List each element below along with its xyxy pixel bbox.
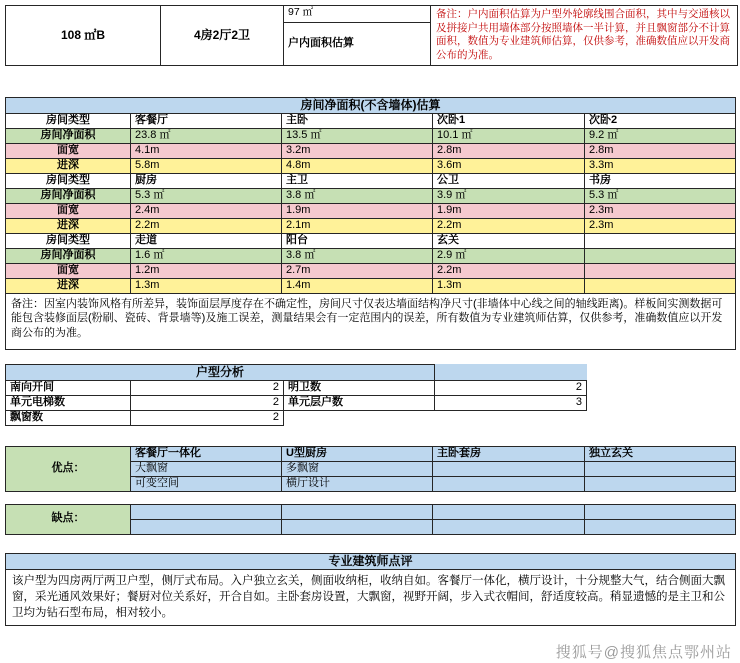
room-width-cell: 4.1m xyxy=(131,143,282,158)
room-width-cell xyxy=(585,263,736,278)
row-label-depth: 进深 xyxy=(6,158,131,173)
pros-item: 客餐厅一体化 xyxy=(131,446,282,461)
row-label-width: 面宽 xyxy=(6,203,131,218)
pros-label: 优点： xyxy=(6,446,131,491)
room-width-cell: 1.9m xyxy=(433,203,585,218)
unit-area-cell: 108 ㎡B xyxy=(6,6,161,66)
room-area-cell: 5.3 ㎡ xyxy=(131,188,282,203)
room-type-cell: 公卫 xyxy=(433,173,585,188)
row-label-depth: 进深 xyxy=(6,218,131,233)
architect-review-table xyxy=(5,553,736,626)
room-area-cell: 13.5 ㎡ xyxy=(282,128,433,143)
cons-label: 缺点： xyxy=(6,504,131,534)
inner-area-value-cell: 97 ㎡ xyxy=(284,6,431,23)
pros-item: U型厨房 xyxy=(282,446,433,461)
room-area-cell: 2.9 ㎡ xyxy=(433,248,585,263)
pros-item: 可变空间 xyxy=(131,476,282,491)
cons-cell xyxy=(433,504,585,519)
analysis-label: 单元电梯数 xyxy=(6,395,131,410)
cons-cell xyxy=(585,504,736,519)
room-area-cell: 3.8 ㎡ xyxy=(282,188,433,203)
unit-layout-cell: 4房2厅2卫 xyxy=(161,6,284,66)
room-width-cell: 1.9m xyxy=(282,203,433,218)
cons-cell xyxy=(282,504,433,519)
room-width-cell: 2.8m xyxy=(433,143,585,158)
room-width-cell: 1.2m xyxy=(131,263,282,278)
pros-item: 横厅设计 xyxy=(282,476,433,491)
room-width-cell: 2.2m xyxy=(433,263,585,278)
pros-item xyxy=(433,476,585,491)
row-label-area: 房间净面积 xyxy=(6,248,131,263)
layout-analysis-table xyxy=(5,364,587,426)
row-label-type: 房间类型 xyxy=(6,173,131,188)
room-type-cell: 走道 xyxy=(131,233,282,248)
top-note-cell: 备注：户内面积估算为户型外轮廓线围合面积，其中与交通核以及拼接户共用墙体部分按照墙体一半计算，并且飘窗部分不计算面积，数值为专业建筑师估算，仅供参考，准确数值应以开发商公布的为准。 xyxy=(431,6,738,66)
spacer-cell xyxy=(284,410,435,425)
room-area-cell: 5.3 ㎡ xyxy=(585,188,736,203)
pros-item: 独立玄关 xyxy=(585,446,736,461)
room-type-cell: 书房 xyxy=(585,173,736,188)
room-width-cell: 2.8m xyxy=(585,143,736,158)
row-label-area: 房间净面积 xyxy=(6,188,131,203)
pros-item xyxy=(585,476,736,491)
room-depth-cell: 1.4m xyxy=(282,278,433,293)
cons-cell xyxy=(131,504,282,519)
analysis-title: 户型分析 xyxy=(6,364,435,380)
cons-table xyxy=(5,504,736,535)
room-depth-cell: 2.3m xyxy=(585,218,736,233)
row-label-type: 房间类型 xyxy=(6,113,131,128)
row-label-depth: 进深 xyxy=(6,278,131,293)
room-area-cell: 3.8 ㎡ xyxy=(282,248,433,263)
row-label-width: 面宽 xyxy=(6,263,131,278)
pros-item xyxy=(433,461,585,476)
spacer-cell xyxy=(435,410,587,425)
row-label-type: 房间类型 xyxy=(6,233,131,248)
analysis-label: 飘窗数 xyxy=(6,410,131,425)
room-depth-cell: 1.3m xyxy=(131,278,282,293)
room-type-cell: 厨房 xyxy=(131,173,282,188)
room-width-cell: 2.3m xyxy=(585,203,736,218)
row-label-area: 房间净面积 xyxy=(6,128,131,143)
analysis-value: 3 xyxy=(435,395,587,410)
row-label-width: 面宽 xyxy=(6,143,131,158)
cons-cell xyxy=(282,519,433,534)
room-type-cell: 次卧1 xyxy=(433,113,585,128)
unit-summary-table xyxy=(5,5,738,66)
room-area-cell: 23.8 ㎡ xyxy=(131,128,282,143)
room-table-note: 备注：因室内装饰风格有所差异，装饰面层厚度存在不确定性，房间尺寸仅表达墙面结构净尺寸(非墙体中心线之间的轴线距离)。样板间实测数据可能包含装修面层(粉刷、瓷砖、背景墙等)及施工误差，测量结果会有一定范围内的误差，所有数值为专业建筑师估算，仅供参考，准确数值应以开发商公布的为准。 xyxy=(6,293,736,349)
review-text: 该户型为四房两厅两卫户型，侧厅式布局。入户独立玄关，侧面收纳柜，收纳自如。客餐厅一体化，横厅设计，十分规整大气，结合侧面大飘窗，采光通风效果好；餐厨对位关系好，开合自如。主卧套房设置，大飘窗，视野开阔，步入式衣帽间，舒适度较高。稍显遗憾的是主卫和公卫均为钻石型布局，相对较小。 xyxy=(6,569,736,625)
analysis-label: 明卫数 xyxy=(284,380,435,395)
room-depth-cell: 3.3m xyxy=(585,158,736,173)
analysis-label: 南向开间 xyxy=(6,380,131,395)
review-title: 专业建筑师点评 xyxy=(6,553,736,569)
room-depth-cell: 2.2m xyxy=(131,218,282,233)
room-type-cell: 主卫 xyxy=(282,173,433,188)
room-type-cell: 次卧2 xyxy=(585,113,736,128)
room-area-cell: 10.1 ㎡ xyxy=(433,128,585,143)
pros-item: 多飘窗 xyxy=(282,461,433,476)
room-type-cell: 主卧 xyxy=(282,113,433,128)
pros-table xyxy=(5,446,736,492)
pros-item: 大飘窗 xyxy=(131,461,282,476)
analysis-value: 2 xyxy=(131,395,284,410)
room-type-cell: 客餐厅 xyxy=(131,113,282,128)
room-depth-cell: 1.3m xyxy=(433,278,585,293)
room-area-cell xyxy=(585,248,736,263)
analysis-value: 2 xyxy=(131,410,284,425)
watermark-text: 搜狐号@搜狐焦点鄂州站 xyxy=(555,644,732,661)
pros-item: 主卧套房 xyxy=(433,446,585,461)
room-width-cell: 2.4m xyxy=(131,203,282,218)
room-depth-cell: 2.1m xyxy=(282,218,433,233)
room-area-table xyxy=(5,97,736,350)
inner-area-label-cell: 户内面积估算 xyxy=(284,22,431,65)
analysis-label: 单元层户数 xyxy=(284,395,435,410)
room-area-cell: 9.2 ㎡ xyxy=(585,128,736,143)
analysis-value: 2 xyxy=(131,380,284,395)
room-type-cell: 阳台 xyxy=(282,233,433,248)
room-depth-cell xyxy=(585,278,736,293)
room-width-cell: 2.7m xyxy=(282,263,433,278)
pros-item xyxy=(585,461,736,476)
room-type-cell: 玄关 xyxy=(433,233,585,248)
room-type-cell xyxy=(585,233,736,248)
room-area-cell: 3.9 ㎡ xyxy=(433,188,585,203)
room-depth-cell: 4.8m xyxy=(282,158,433,173)
analysis-value: 2 xyxy=(435,380,587,395)
cons-cell xyxy=(433,519,585,534)
spreadsheet-page xyxy=(0,5,740,661)
room-depth-cell: 3.6m xyxy=(433,158,585,173)
cons-cell xyxy=(585,519,736,534)
room-width-cell: 3.2m xyxy=(282,143,433,158)
room-depth-cell: 2.2m xyxy=(433,218,585,233)
spacer-cell xyxy=(435,364,587,380)
cons-cell xyxy=(131,519,282,534)
room-table-title: 房间净面积(不含墙体)估算 xyxy=(6,97,736,113)
room-depth-cell: 5.8m xyxy=(131,158,282,173)
room-area-cell: 1.6 ㎡ xyxy=(131,248,282,263)
